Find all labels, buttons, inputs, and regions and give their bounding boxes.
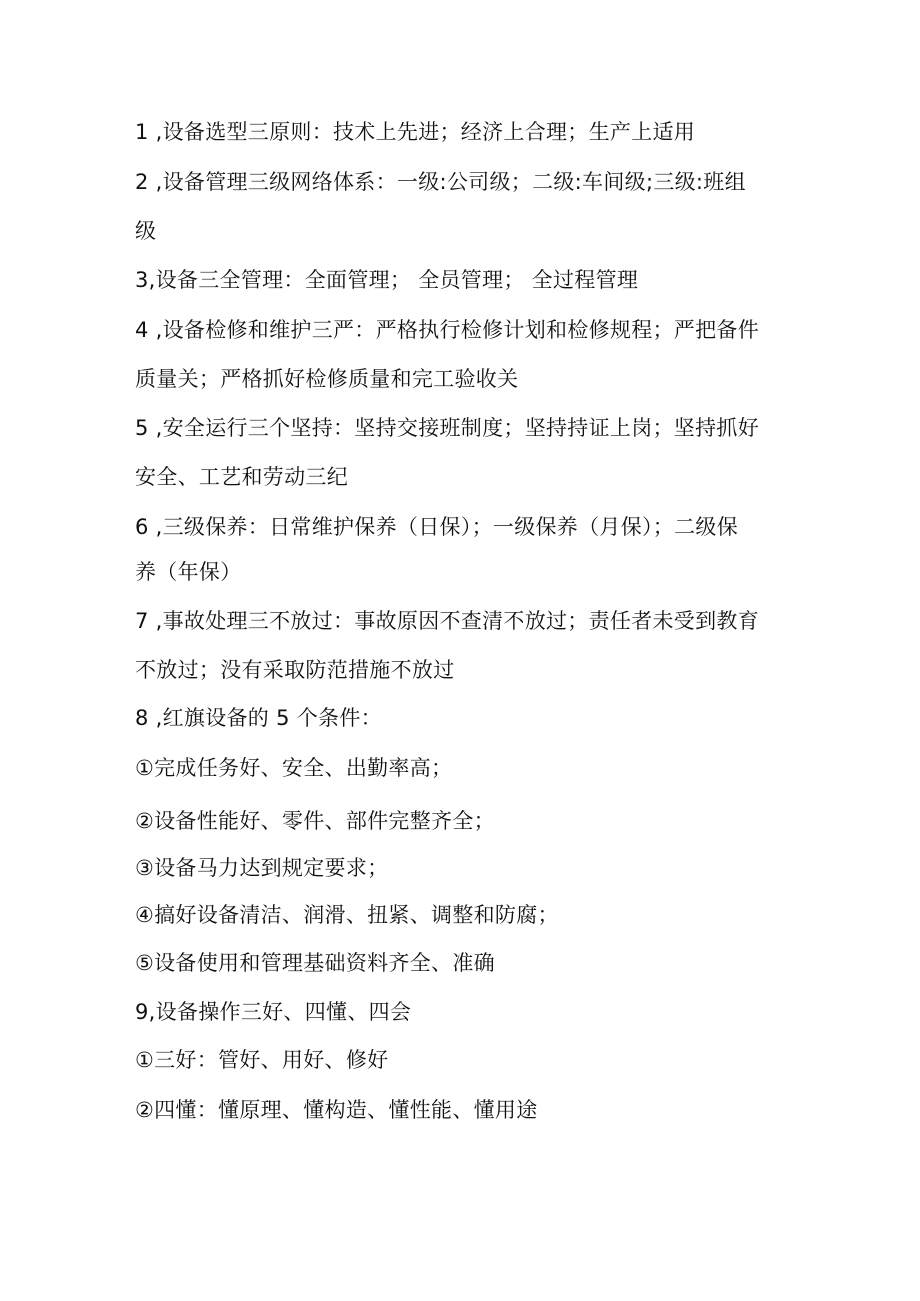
text-line: 不放过；没有采取防范措施不放过 bbox=[135, 658, 455, 682]
text-line: 1 ,设备选型三原则：技术上先进；经济上合理；生产上适用 bbox=[135, 120, 696, 144]
text-line: ②设备性能好、零件、部件完整齐全； bbox=[135, 809, 495, 833]
text-line: 4 ,设备检修和维护三严：严格执行检修计划和检修规程；严把备件 bbox=[135, 318, 760, 342]
text-line: ①完成任务好、安全、出勤率高； bbox=[135, 756, 453, 780]
text-line: 2 ,设备管理三级网络体系：一级:公司级；二级:车间级;三级:班组 bbox=[135, 170, 746, 194]
text-line: 养（年保） bbox=[135, 560, 242, 584]
text-line: ④搞好设备清洁、润滑、扭紧、调整和防腐； bbox=[135, 903, 559, 927]
text-line: ③设备马力达到规定要求； bbox=[135, 856, 389, 880]
text-line: ⑤设备使用和管理基础资料齐全、准确 bbox=[135, 951, 495, 975]
text-line: 3,设备三全管理：全面管理； 全员管理； 全过程管理 bbox=[135, 268, 639, 292]
text-line: 7 ,事故处理三不放过：事故原因不查清不放过；责任者未受到教育 bbox=[135, 609, 760, 633]
text-line: 5 ,安全运行三个坚持：坚持交接班制度；坚持持证上岗；坚持抓好 bbox=[135, 416, 760, 440]
text-line: 级 bbox=[135, 219, 157, 243]
text-line: 8 ,红旗设备的 5 个条件： bbox=[135, 706, 382, 730]
text-line: ②四懂：懂原理、懂构造、懂性能、懂用途 bbox=[135, 1098, 538, 1122]
text-line: 9,设备操作三好、四懂、四会 bbox=[135, 1000, 412, 1024]
text-line: 6 ,三级保养：日常维护保养（日保）；一级保养（月保）；二级保 bbox=[135, 515, 739, 539]
text-line: ①三好：管好、用好、修好 bbox=[135, 1048, 389, 1072]
text-line: 安全、工艺和劳动三纪 bbox=[135, 465, 348, 489]
text-line: 质量关；严格抓好检修质量和完工验收关 bbox=[135, 367, 519, 391]
